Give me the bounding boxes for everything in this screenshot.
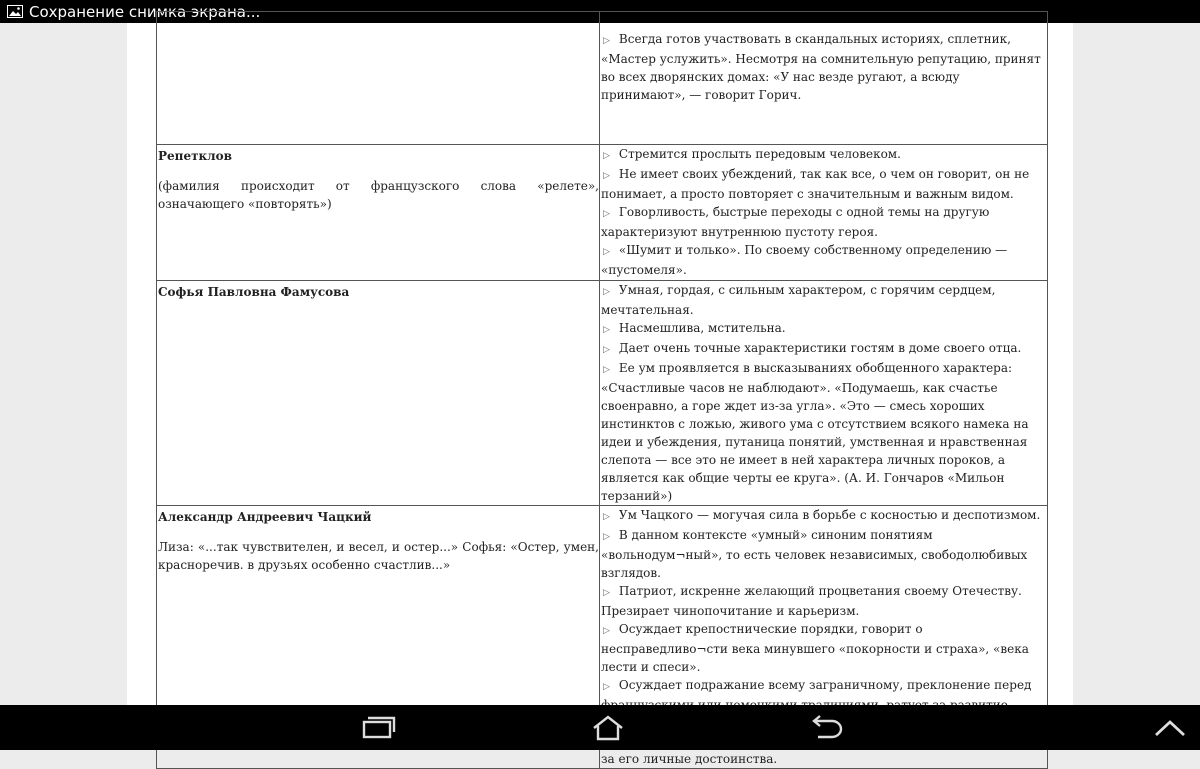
trait-item: ▷ Говорливость, быстрые переходы с одной темы на другую характеризуют внутреннюю пустоту героя.	[601, 203, 1047, 241]
trait-item: ▷ Осуждает крепостнические порядки, говорит о несправедливо¬сти века минувшего «покорности и страха», «века лести и спеси».	[601, 620, 1047, 676]
image-icon[interactable]	[7, 5, 23, 18]
trait-item: ▷ Не имеет своих убеждений, так как все, о чем он говорит, он не понимает, а просто повторяет с значительным и важным видом.	[601, 165, 1047, 203]
recent-apps-icon[interactable]	[346, 712, 406, 744]
trait-item: ▷ «Шумит и только». По своему собственному определению — «пустомеля».	[601, 241, 1047, 279]
navigation-bar	[0, 705, 1200, 750]
character-name: Репетклов	[158, 149, 232, 163]
document-page	[127, 23, 1073, 766]
trait-item: ▷ Ум Чацкого — могучая сила в борьбе с косностью и деспотизмом.	[601, 506, 1047, 526]
trait-item: ▷ В данном контексте «умный» синоним понятиям «вольнодум¬ный», то есть человек независимых, свободолюбивых взглядов.	[601, 526, 1047, 582]
table-row	[157, 281, 1048, 506]
character-note: Лиза: «...так чувствителен, и весел, и остер...» Софья: «Остер, умен, красноречив. в друзьях особенно счастлив...»	[158, 540, 599, 572]
trait-item: ▷ Стремится прослыть передовым человеком.	[601, 145, 1047, 165]
trait-item: ▷ Осуждает подражание всему заграничному, преклонение перед за его личные достоинства.	[601, 676, 1047, 768]
trait-item: ▷ Всегда готов участвовать в скандальных историях, сплетник, «Мастер услужить». Несмотря на сомнительную репутацию, принят во всех дворянских домах: «У нас везде ругают, а всюду принимают», — говорит Горич.	[601, 30, 1047, 104]
trait-item: ▷ Дает очень точные характеристики гостям в доме своего отца.	[601, 339, 1047, 359]
character-cell	[157, 12, 600, 145]
home-icon[interactable]	[578, 712, 638, 744]
traits-cell	[600, 281, 1048, 506]
back-icon[interactable]	[795, 712, 855, 744]
trait-item: ▷ Ее ум проявляется в высказываниях обобщенного характера: «Счастливые часов не наблюдают». «Подумаешь, как счастье своенравно, а горе ждет из-за угла». «Это — смесь хороших инстинктов с ложью, живого ума с отсутствием всякого намека на идеи и убеждения, путаница понятий, умственная и нравственная слепота — все это не имеет в ней характера личных пороков, а является как общие черты ее круга». (А. И. Гончаров «Мильон терзаний»)	[601, 359, 1047, 505]
traits-cell	[600, 12, 1048, 145]
table-row	[157, 12, 1048, 145]
character-cell	[157, 145, 600, 281]
character-note: (фамилия происходит от французского слова «релете», означающего «повторять»)	[158, 179, 599, 211]
chevron-up-icon[interactable]	[1140, 712, 1200, 744]
notification-text: Сохранение снимка экрана...	[29, 2, 261, 21]
character-name: Александр Андреевич Чацкий	[158, 510, 372, 524]
character-name: Софья Павловна Фамусова	[158, 285, 350, 299]
character-cell	[157, 281, 600, 506]
trait-item: ▷ Патриот, искренне желающий процветания своему Отечеству. Презирает чинопочитание и карьеризм.	[601, 582, 1047, 620]
trait-item: ▷ Насмешлива, мстительна.	[601, 319, 1047, 339]
trait-item: ▷ Умная, гордая, с сильным характером, с горячим сердцем, мечтательная.	[601, 281, 1047, 319]
characters-table	[156, 11, 1048, 769]
table-row	[157, 145, 1048, 281]
traits-cell	[600, 145, 1048, 281]
